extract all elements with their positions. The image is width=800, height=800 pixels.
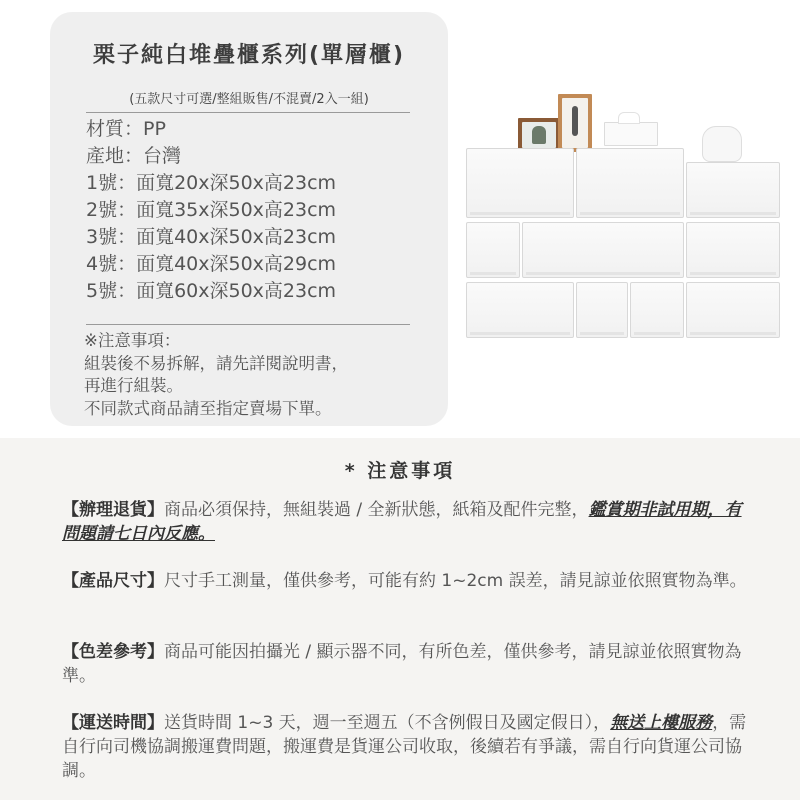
notice-heading: ※注意事項： — [84, 331, 181, 350]
note-color — [62, 640, 752, 688]
note-label: 【運送時間】 — [62, 713, 164, 733]
plant-print — [532, 126, 546, 144]
spec-card — [50, 12, 448, 426]
note-text: 送貨時間 1~3 天，週一至週五（不含例假日及國定假日）， — [164, 713, 611, 733]
drawer — [522, 222, 684, 278]
note-text: 商品可能因拍攝光 / 顯示器不同，有所色差，僅供參考，請見諒並依照實物為準。 — [62, 642, 742, 686]
spec-list — [86, 116, 336, 305]
tissue-box-icon — [604, 122, 658, 146]
product-subtitle: (五款尺寸可選/整組販售/不混賣/2入一組) — [129, 92, 369, 107]
product-title: 栗子純白堆疊櫃系列(單層櫃) — [92, 43, 406, 68]
product-photo — [466, 86, 780, 346]
spec-item-size-1: 1號：面寬20x深50x高23cm — [86, 172, 337, 194]
drawer — [686, 162, 780, 218]
assembly-notice — [84, 330, 348, 420]
spec-item-size-4: 4號：面寬40x深50x高29cm — [86, 253, 337, 275]
notice-line: 再進行組裝。 — [84, 376, 183, 395]
spec-item-origin: 產地：台灣 — [86, 145, 182, 167]
note-return — [62, 498, 752, 546]
note-label: 【色差參考】 — [62, 642, 164, 662]
note-text: ，需自行向司機協調搬運費問題，搬運費是貨運公司收取，後續若有爭議，需自行向貨運公司協調。 — [62, 713, 747, 781]
note-delivery — [62, 711, 752, 783]
drawer — [686, 222, 780, 278]
drawer — [466, 282, 574, 338]
spec-item-size-2: 2號：面寬35x深50x高23cm — [86, 199, 337, 221]
notes-heading: * 注意事項 — [344, 460, 456, 482]
note-emphasis: 無送上樓服務 — [610, 713, 713, 733]
note-text: 商品必須保持，無組裝過 / 全新狀態，紙箱及配件完整， — [164, 500, 589, 520]
spec-item-size-5: 5號：面寬60x深50x高23cm — [86, 280, 337, 302]
divider — [86, 112, 410, 113]
note-size — [62, 569, 752, 593]
note-label: 【辦理退貨】 — [62, 500, 164, 520]
note-label: 【產品尺寸】 — [62, 571, 164, 591]
drawer — [630, 282, 684, 338]
drawer — [576, 282, 628, 338]
drawer — [466, 222, 520, 278]
notice-line: 不同款式商品請至指定賣場下單。 — [84, 398, 332, 418]
drawer — [686, 282, 780, 338]
notes-section — [0, 438, 800, 800]
drawer — [576, 148, 684, 218]
note-text: 尺寸手工測量，僅供參考，可能有約 1~2cm 誤差，請見諒並依照實物為準。 — [164, 571, 747, 591]
note-emphasis: 鑑賞期非試用期，有問題請七日內反應。 — [62, 500, 742, 544]
spec-item-material: 材質：PP — [86, 118, 166, 140]
flower-print — [572, 106, 578, 136]
speaker-icon — [702, 126, 742, 162]
spec-item-size-3: 3號：面寬40x深50x高23cm — [86, 226, 337, 248]
notice-line: 組裝後不易拆解，請先詳閱說明書， — [84, 353, 348, 373]
divider — [86, 324, 410, 325]
drawer — [466, 148, 574, 218]
tissue-top — [618, 112, 640, 124]
